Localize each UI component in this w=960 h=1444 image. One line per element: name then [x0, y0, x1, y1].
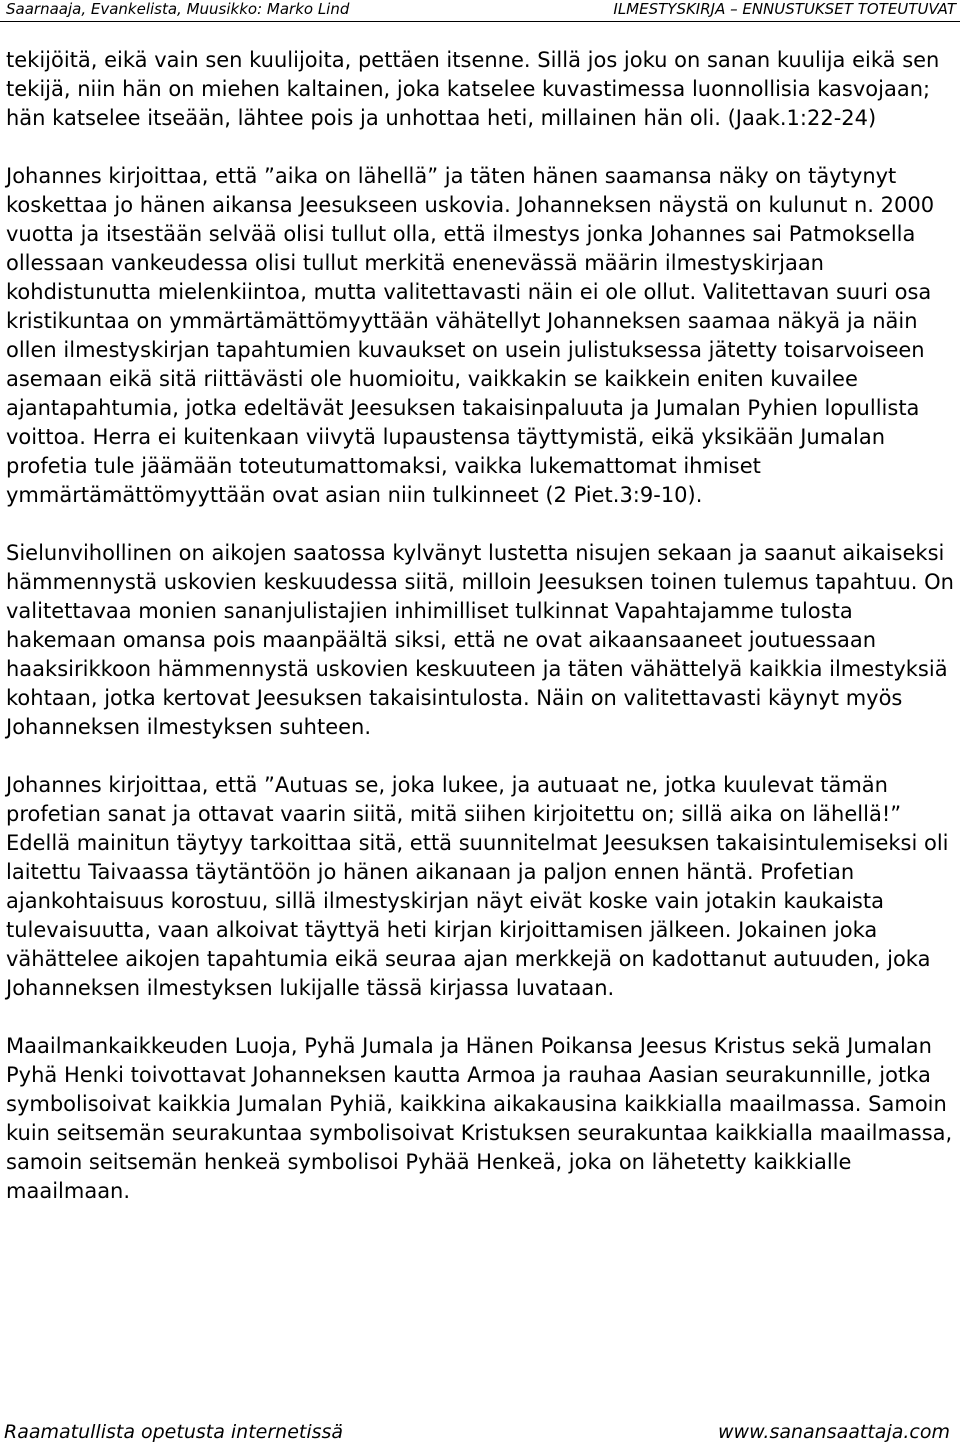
paragraph-5: Maailmankaikkeuden Luoja, Pyhä Jumala ja Hänen Poikansa Jeesus Kristus sekä Jumalan Pyhä Henki toivottavat Johanneksen kautta Armoa ja rauhaa Aasian seurakunnille, jotka symbolisoivat kaikkia Jumalan Pyhiä, kaikkina aikakausina kaikkialla maailmassa. Samoin kuin seitsemän seurakuntaa symbolisoivat Kristuksen seurakuntaa kaikkialla maailmassa, samoin seitsemän henkeä symbolisoi Pyhää Henkeä, joka on lähetetty kaikkialle maailmaan.	[6, 1034, 953, 1203]
header-rule	[0, 21, 960, 22]
paragraph-3: Sielunvihollinen on aikojen saatossa kylvänyt lustetta nisujen sekaan ja saanut aikaiseksi hämmennystä uskovien keskuudessa siitä, milloin Jeesuksen toinen tulemus tapahtuu. On valitettavaa monien sananjulistajien inhimilliset tulkinnat Vapahtajamme tulosta hakemaan omansa pois maanpäältä siksi, että ne ovat aikaansaaneet joutuessaan haaksirikkoon hämmennystä uskovien keskuuteen ja täten vähättelyä kaikkia ilmestyksiä kohtaan, jotka kertovat Jeesuksen takaisintulosta. Näin on valitettavasti käynyt myös Johanneksen ilmestyksen suhteen.	[6, 541, 954, 739]
footer-website: www.sanansaattaja.com	[718, 1421, 950, 1443]
page-header	[0, 0, 960, 21]
paragraph-1: tekijöitä, eikä vain sen kuulijoita, pettäen itsenne. Sillä jos joku on sanan kuulija eikä sen tekijä, niin hän on miehen kaltainen, joka katselee kuvastimessa luonnollisia kasvojaan; hän katselee itseään, lähtee pois ja unhottaa heti, millainen hän oli. (Jaak.1:22-24)	[6, 48, 940, 130]
page-body	[6, 46, 954, 1235]
paragraph-4: Johannes kirjoittaa, että ”Autuas se, joka lukee, ja autuaat ne, jotka kuulevat tämän profetian sanat ja ottavat vaarin siitä, mitä siihen kirjoitettu on; sillä aika on lähellä!” Edellä mainitun täytyy tarkoittaa sitä, että suunnitelmat Jeesuksen takaisintulemiseksi oli laitettu Taivaassa täytäntöön jo hänen aikanaan ja paljon ennen häntä. Profetian ajankohtaisuus korostuu, sillä ilmestyskirjan näyt eivät koske vain jotakin kaukaista tulevaisuutta, vaan alkoivat täyttyä heti kirjan kirjoittamisen jälkeen. Jokainen joka vähättelee aikojen tapahtumia eikä seuraa ajan merkkejä on kadottanut autuuden, joka Johanneksen ilmestyksen lukijalle tässä kirjassa luvataan.	[6, 773, 949, 1000]
page-footer	[0, 1418, 960, 1444]
paragraph-2: Johannes kirjoittaa, että ”aika on lähellä” ja täten hänen saamansa näky on täytynyt koskettaa jo hänen aikansa Jeesukseen uskovia. Johanneksen näystä on kulunut n. 2000 vuotta ja itsestään selvää olisi tullut olla, että ilmestys jonka Johannes sai Patmoksella ollessaan vankeudessa olisi tullut merkitä enenevässä määrin ilmestyskirjaan kohdistunutta mielenkiintoa, mutta valitettavasti näin ei ole ollut. Valitettavan suuri osa kristikuntaa on ymmärtämättömyyttään vähätellyt Johanneksen saamaa näkyä ja näin ollen ilmestyskirjan tapahtumien kuvaukset on usein julistuksessa jätetty toisarvoiseen asemaan eikä sitä riittävästi ole huomioitu, vaikkakin se kaikkein eniten kuvailee ajantapahtumia, jotka edeltävät Jeesuksen takaisinpaluuta ja Jumalan Pyhien lopullista voittoa. Herra ei kuitenkaan viivytä lupaustensa täyttymistä, eikä yksikään Jumalan profetia tule jäämään toteutumattomaksi, vaikka lukemattomat ihmiset ymmärtämättömyyttään ovat asian niin tulkinneet (2 Piet.3:9-10).	[6, 164, 935, 507]
header-document-title: ILMESTYSKIRJA – ENNUSTUKSET TOTEUTUVAT	[613, 0, 956, 18]
header-author: Saarnaaja, Evankelista, Muusikko: Marko Lind	[6, 0, 350, 18]
footer-tagline: Raamatullista opetusta internetissä	[4, 1421, 344, 1443]
